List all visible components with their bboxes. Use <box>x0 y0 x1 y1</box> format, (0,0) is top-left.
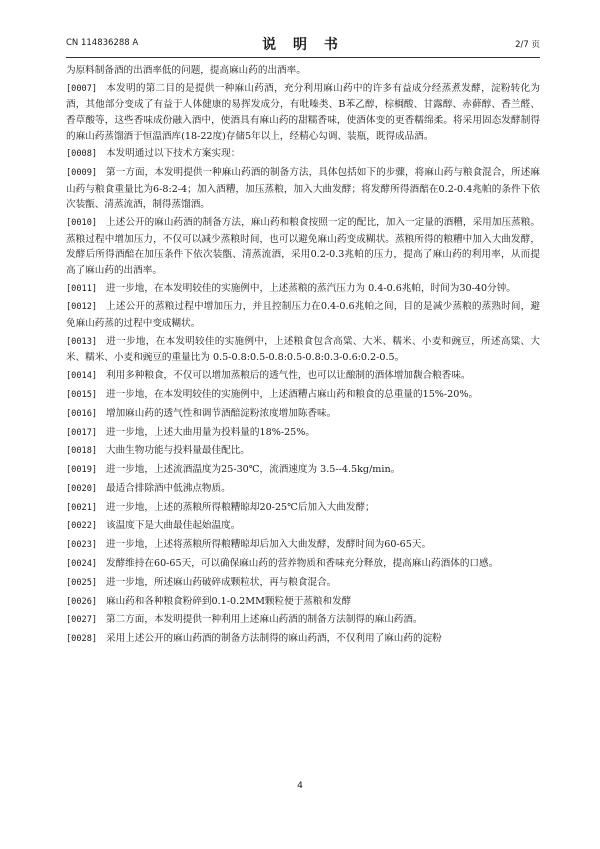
paragraph-text: 本发明的第二目的是提供一种麻山药酒，充分利用麻山药中的许多有益成分经蒸煮发酵，淀粉转化为酒，其他部分变成了有益于人体健康的易挥发成分，有吡嗪类、B苯乙醇，棕榈酸、甘露醇、赤藓醇、香兰醛、香草酸等，这些香味成份融入酒中，使酒具有麻山药的甜糯香味，使酒体变的更香糯绵柔。将采用固态发酵制得的麻山药蒸馏酒于恒温酒库(18-22度)存储5年以上，经精心勾调、装瓶，既得成品酒。 <box>66 82 540 142</box>
paragraph-number: [0014] <box>66 371 98 382</box>
paragraph-number: [0022] <box>66 521 98 532</box>
paragraph-text: 为原料制备酒的出酒率低的问题，提高麻山药的出酒率。 <box>66 65 306 76</box>
paragraph <box>66 165 540 213</box>
paragraph-text: 进一步地，在本发明较佳的实施例中，上述酒糟占麻山药和粮食的总重量的15%-20%。 <box>106 388 479 400</box>
page-indicator: 2/7 页 <box>515 40 540 50</box>
paragraph-text: 上述公开的麻山药酒的制备方法，麻山药和粮食按照一定的配比，加入一定量的酒糟，采用加压蒸粮。蒸粮过程中增加压力，不仅可以减少蒸粮时间，也可以避免麻山药变成糊状。蒸粮所得的粮糟中加入大曲发酵，发酵后所得酒醅在加压条件下依次装甑、清蒸流酒，采用0.2-0.3兆帕的压力，提高了麻山药的利用率，从而提高了麻山药的出酒率。 <box>66 217 540 276</box>
paragraph-number: [0023] <box>66 540 98 551</box>
paragraph-text: 第二方面，本发明提供一种利用上述麻山药酒的制备方法制得的麻山药酒。 <box>106 614 423 626</box>
paragraph-text: 进一步地，在本发明较佳的实施例中，上述蒸粮的蒸汽压力为 0.4-0.6兆帕，时间为30-40分钟。 <box>106 282 516 294</box>
paragraph <box>66 443 540 460</box>
paragraph-number: [0010] <box>66 218 98 229</box>
paragraph-number: [0020] <box>66 483 98 494</box>
paragraph-text: 麻山药和各种粮食粉碎到0.1-0.2MM颗粒便于蒸粮和发酵 <box>106 595 352 607</box>
paragraph-text: 采用上述公开的麻山药酒的制备方法制得的麻山药酒，不仅利用了麻山药的淀粉 <box>106 633 442 645</box>
paragraph-number: [0011] <box>66 283 98 294</box>
paragraph-text: 本发明通过以下技术方案实现： <box>106 148 241 160</box>
page-header <box>66 34 540 54</box>
paragraph <box>66 215 540 278</box>
paragraph-number: [0007] <box>66 83 98 94</box>
paragraph <box>66 537 540 554</box>
paragraph-text: 最适合排除酒中低沸点物质。 <box>106 482 231 494</box>
paragraph-number: [0019] <box>66 465 98 476</box>
paragraph-number: [0016] <box>66 408 98 419</box>
paragraph-number: [0027] <box>66 615 98 626</box>
patent-number: CN 114836288 A <box>66 38 139 48</box>
paragraph <box>66 81 540 144</box>
paragraph <box>66 146 540 163</box>
header-divider <box>66 57 540 58</box>
paragraph-text: 进一步地，上述流酒温度为25-30℃，流酒速度为 3.5--4.5kg/min。 <box>106 464 401 476</box>
paragraph <box>66 462 540 479</box>
paragraph-text: 增加麻山药的透气性和调节酒醅淀粉浓度增加陈香味。 <box>106 407 337 419</box>
paragraph-text: 上述公开的蒸粮过程中增加压力，并且控制压力在0.4-0.6兆帕之间，目的是减少蒸粮的蒸熟时间，避免麻山药蒸的过程中变成糊状。 <box>66 301 540 330</box>
paragraph-number: [0018] <box>66 446 98 457</box>
paragraph-text: 进一步地，上述的蒸粮所得粮糟晾却20-25℃后加入大曲发酵； <box>106 501 375 513</box>
paragraph <box>66 281 540 298</box>
paragraph-text: 第一方面，本发明提供一种麻山药酒的制备方法，具体包括如下的步骤，将麻山药与粮食混合，所述麻山药与粮食重量比为6-8:2-4；加入酒糟，加压蒸粮，加入大曲发酵；将发酵所得酒醅在0.2-0.4兆帕的条件下依次装甑、清蒸流酒，制得蒸馏酒。 <box>66 167 540 211</box>
paragraph-number: [0009] <box>66 168 98 179</box>
paragraph <box>66 481 540 498</box>
paragraph <box>66 406 540 423</box>
paragraph <box>66 575 540 592</box>
document-body <box>66 63 540 650</box>
paragraph <box>66 425 540 442</box>
paragraph <box>66 63 540 79</box>
paragraph-number: [0026] <box>66 596 98 607</box>
paragraph-text: 该温度下是大曲最佳起始温度。 <box>106 520 241 532</box>
page-number: 4 <box>297 781 303 791</box>
paragraph-number: [0028] <box>66 634 98 645</box>
paragraph <box>66 334 540 366</box>
paragraph <box>66 594 540 611</box>
paragraph <box>66 368 540 385</box>
paragraph-number: [0017] <box>66 427 98 438</box>
paragraph <box>66 631 540 648</box>
paragraph-number: [0025] <box>66 577 98 588</box>
paragraph-text: 进一步地，所述麻山药破碎成颗粒状，再与粮食混合。 <box>106 576 337 588</box>
paragraph <box>66 500 540 517</box>
paragraph <box>66 387 540 404</box>
paragraph <box>66 299 540 331</box>
paragraph-number: [0008] <box>66 149 98 160</box>
paragraph <box>66 612 540 629</box>
paragraph-number: [0024] <box>66 559 98 569</box>
paragraph-number: [0021] <box>66 502 98 513</box>
paragraph <box>66 556 540 573</box>
paragraph-text: 进一步地，上述大曲用量为投料量的18%-25%。 <box>106 426 315 438</box>
paragraph-number: [0013] <box>66 336 98 347</box>
paragraph-number: [0015] <box>66 389 98 400</box>
paragraph-text: 进一步地，在本发明较佳的实施例中，上述粮食包含高粱、大米、糯米、小麦和豌豆，所述高粱、大米、糯米、小麦和豌豆的重量比为 0.5-0.8:0.5-0.8:0.5-0.8:0.3-0.6:0.2-0.5。 <box>66 335 540 364</box>
paragraph-text: 大曲生物功能与投料量最佳配比。 <box>106 445 250 457</box>
paragraph-number: [0012] <box>66 302 98 313</box>
paragraph-text: 进一步地，上述将蒸粮所得粮糟晾却后加入大曲发酵，发酵时间为60-65天。 <box>106 539 432 551</box>
document-title: 说 明 书 <box>262 37 344 53</box>
paragraph <box>66 518 540 535</box>
paragraph-text: 发酵维持在60-65天，可以确保麻山药的营养物质和香味充分释放，提高麻山药酒体的口感。 <box>106 558 499 569</box>
paragraph-text: 利用多种粮食，不仅可以增加蒸粮后的透气性，也可以让酿制的酒体增加馥合粮香味。 <box>106 370 471 382</box>
